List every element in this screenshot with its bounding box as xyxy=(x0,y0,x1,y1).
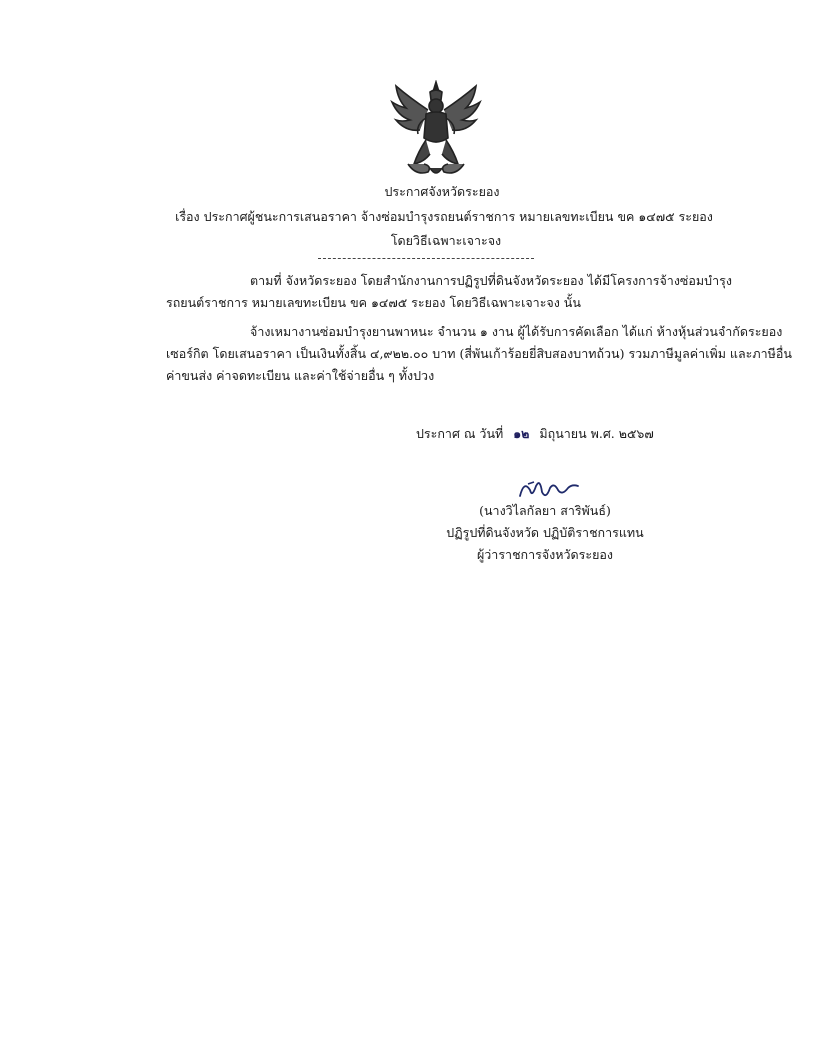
dashed-divider xyxy=(318,258,534,259)
document-subject: เรื่อง ประกาศผู้ชนะการเสนอราคา จ้างซ่อมบำรุงรถยนต์ราชการ หมายเลขทะเบียน ขค ๑๔๗๕ ระยอง xyxy=(175,209,713,224)
procurement-method: โดยวิธีเฉพาะเจาะจง xyxy=(390,233,502,248)
paragraph-2-line-1: จ้างเหมางานซ่อมบำรุงยานพาหนะ จำนวน ๑ งาน ผู้ได้รับการคัดเลือก ได้แก่ ห้างหุ้นส่วนจำกัดระยอง xyxy=(250,324,783,339)
announcement-day: ๑๒ xyxy=(513,426,530,441)
garuda-emblem-icon xyxy=(388,80,484,180)
announcement-prefix: ประกาศ ณ วันที่ xyxy=(416,426,504,441)
paragraph-2-line-2: เซอร์กิต โดยเสนอราคา เป็นเงินทั้งสิ้น ๔,๙๒๒.๐๐ บาท (สี่พันเก้าร้อยยี่สิบสองบาทถ้วน) รวมภาษีมูลค่าเพิ่ม และภาษีอื่น xyxy=(166,346,792,361)
paragraph-2-line-3: ค่าขนส่ง ค่าจดทะเบียน และค่าใช้จ่ายอื่น ๆ ทั้งปวง xyxy=(166,368,435,383)
signatory-block xyxy=(440,500,650,566)
signatory-position-1: ปฏิรูปที่ดินจังหวัด ปฏิบัติราชการแทน xyxy=(446,525,644,540)
signatory-name: (นางวิไลกัลยา สาริพันธ์) xyxy=(479,503,611,518)
paragraph-2 xyxy=(166,321,792,387)
paragraph-1-line-2: รถยนต์ราชการ หมายเลขทะเบียน ขค ๑๔๗๕ ระยอง โดยวิธีเฉพาะเจาะจง นั้น xyxy=(166,295,581,310)
announcement-month-year: มิถุนายน พ.ศ. ๒๕๖๗ xyxy=(539,426,654,441)
paragraph-1 xyxy=(166,270,732,314)
document-title: ประกาศจังหวัดระยอง xyxy=(384,184,500,199)
announcement-date xyxy=(416,425,654,443)
paragraph-1-line-1: ตามที่ จังหวัดระยอง โดยสำนักงานการปฏิรูปที่ดินจังหวัดระยอง ได้มีโครงการจ้างซ่อมบำรุง xyxy=(250,273,732,288)
signatory-position-2: ผู้ว่าราชการจังหวัดระยอง xyxy=(476,547,614,562)
